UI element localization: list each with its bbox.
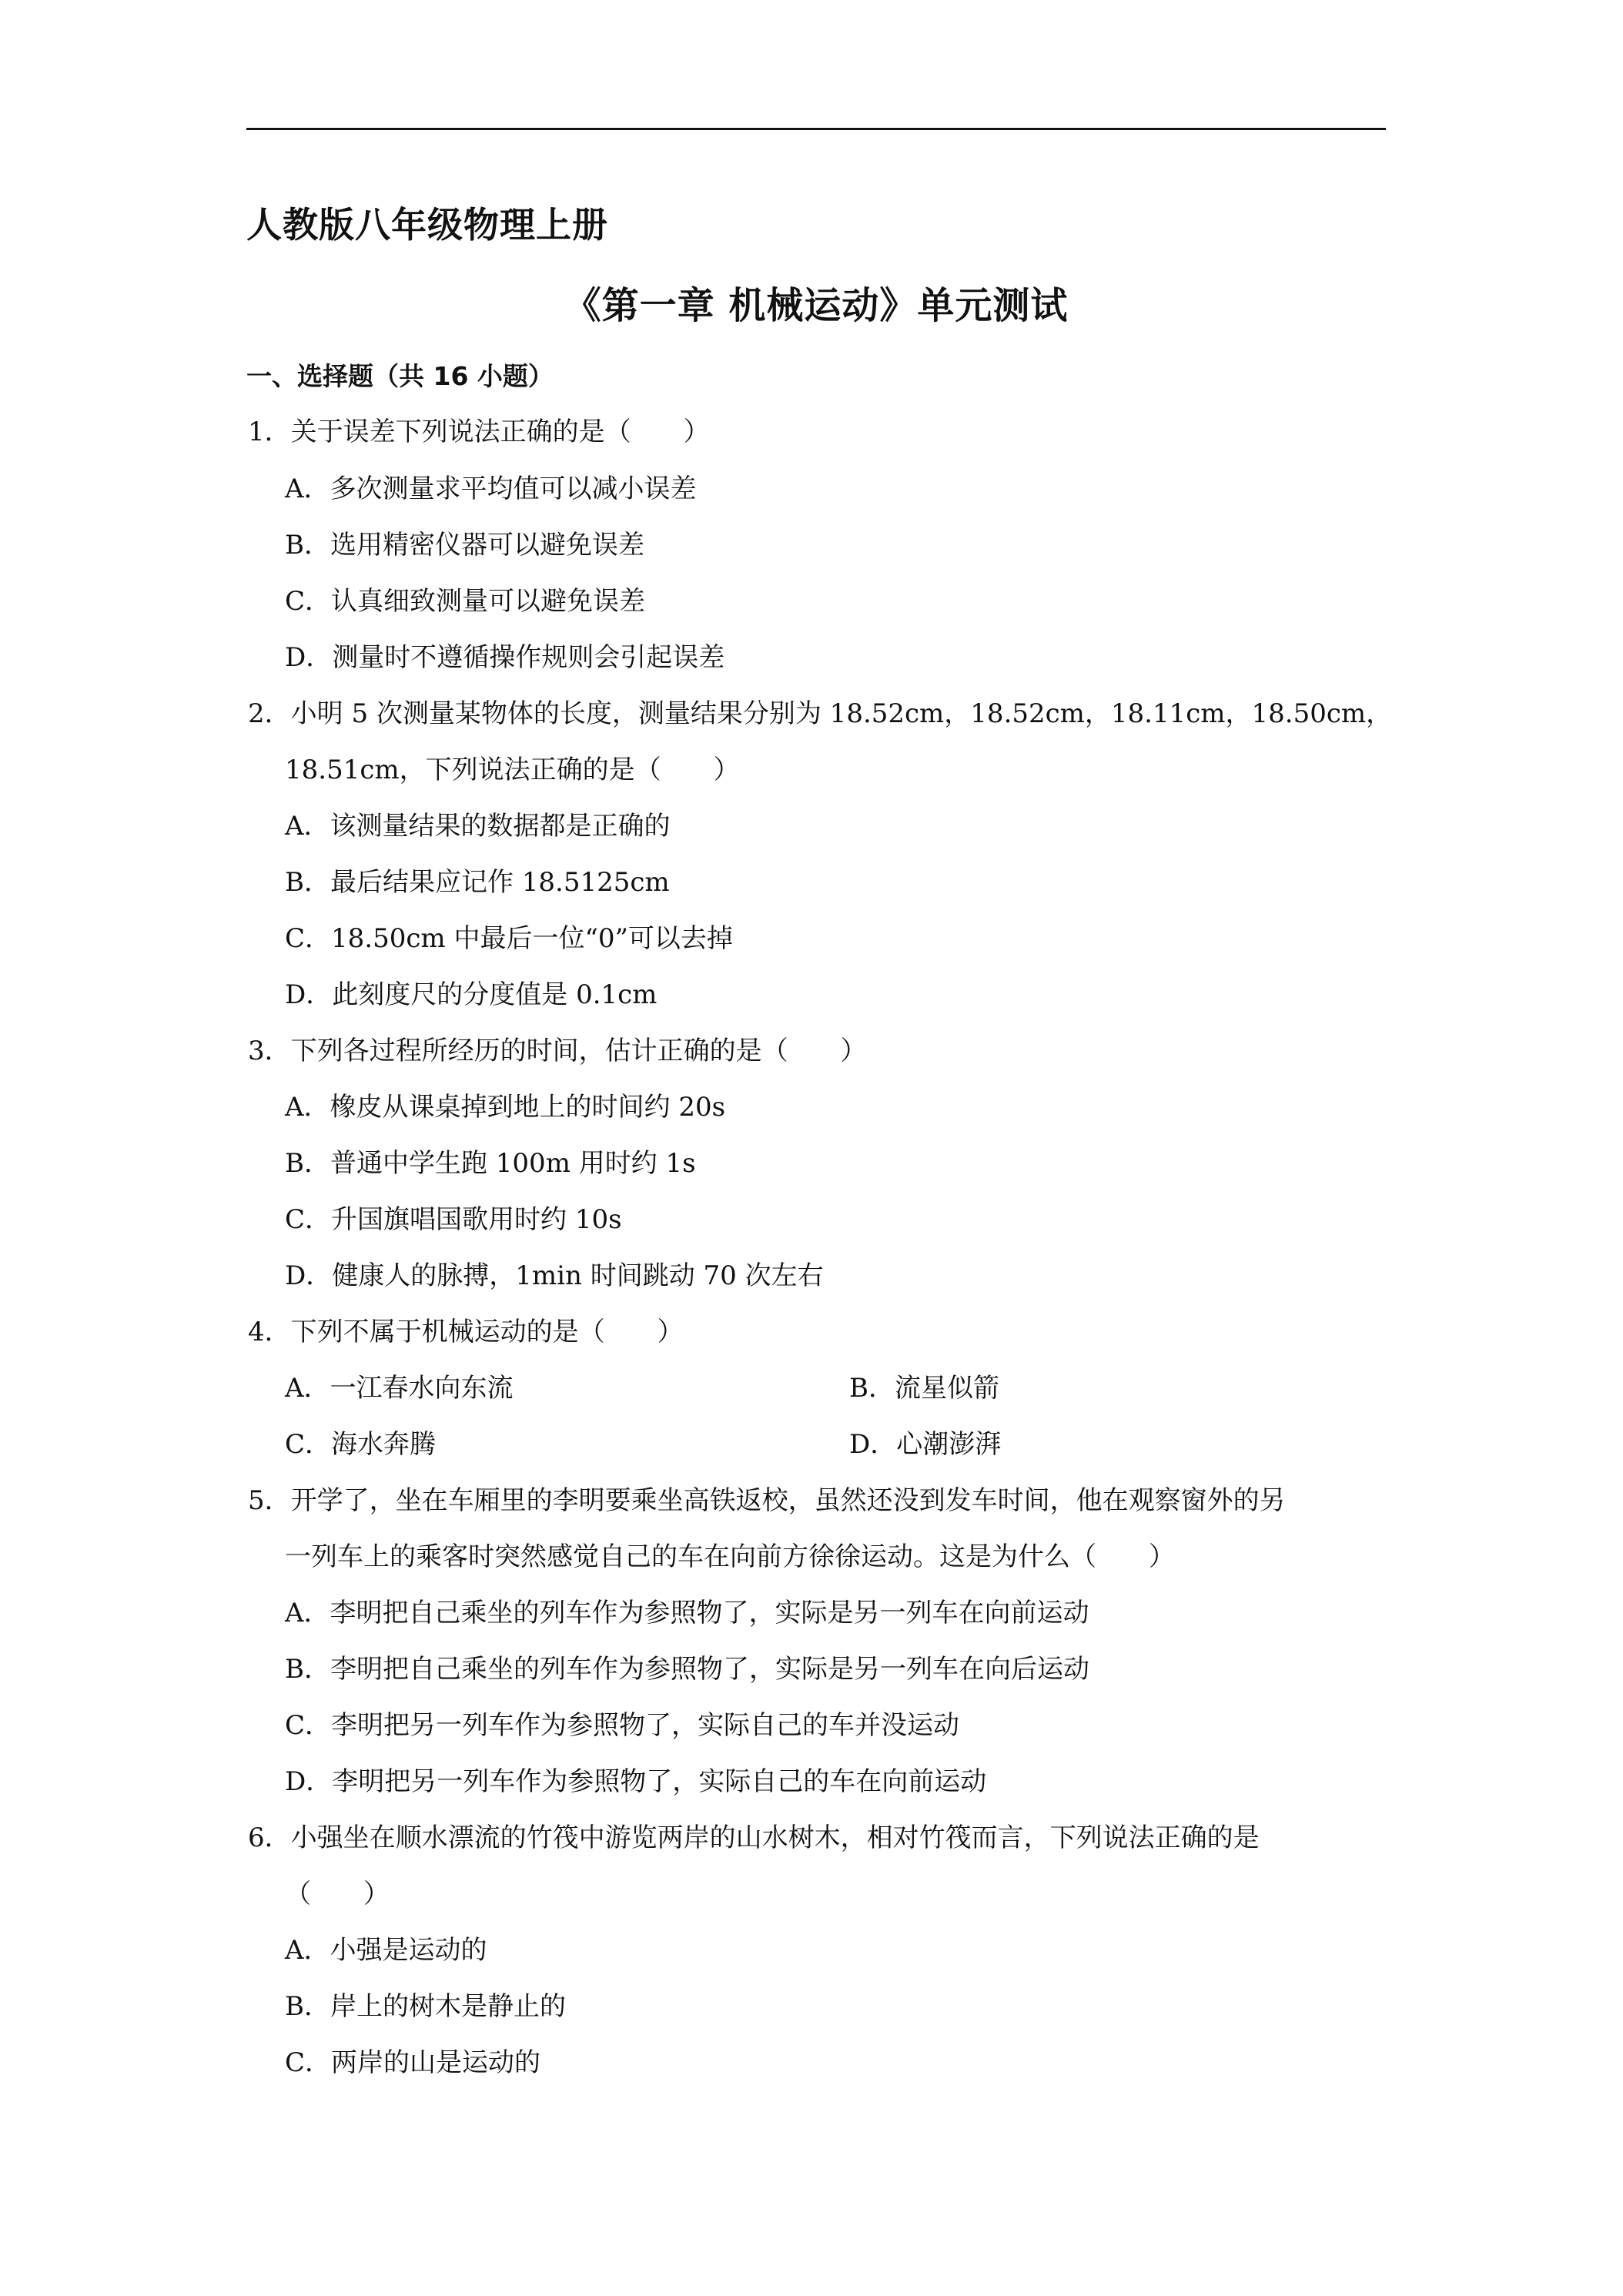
question-1-stem: 1．关于误差下列说法正确的是（ ） <box>248 417 710 447</box>
question-5-option-c: C．李明把另一列车作为参照物了，实际自己的车并没运动 <box>285 1710 960 1741</box>
question-3-option-c: C．升国旗唱国歌用时约 10s <box>285 1204 622 1235</box>
question-4-option-a: A．一江春水向东流 <box>285 1373 514 1404</box>
question-6-option-b: B．岸上的树木是静止的 <box>285 1991 566 2022</box>
question-3-option-d: D．健康人的脉搏，1min 时间跳动 70 次左右 <box>285 1260 824 1291</box>
question-2-stem: 2．小明 5 次测量某物体的长度，测量结果分别为 18.52cm，18.52cm，18.11cm，18.50cm， <box>248 698 1393 729</box>
question-2-option-b: B．最后结果应记作 18.5125cm <box>285 867 670 898</box>
question-1-option-c: C．认真细致测量可以避免误差 <box>285 586 646 617</box>
question-5-option-d: D．李明把另一列车作为参照物了，实际自己的车在向前运动 <box>285 1766 987 1797</box>
question-3-option-a: A．橡皮从课桌掉到地上的时间约 20s <box>285 1092 726 1123</box>
question-2-option-a: A．该测量结果的数据都是正确的 <box>285 811 671 842</box>
question-5-option-b: B．李明把自己乘坐的列车作为参照物了，实际是另一列车在向后运动 <box>285 1654 1089 1685</box>
question-2-option-c: C．18.50cm 中最后一位“0”可以去掉 <box>285 923 733 954</box>
question-5-stem: 5．开学了，坐在车厢里的李明要乘坐高铁返校，虽然还没到发车时间，他在观察窗外的另 <box>248 1485 1286 1516</box>
question-6-stem: 6．小强坐在顺水漂流的竹筏中游览两岸的山水树木，相对竹筏而言，下列说法正确的是 <box>248 1822 1260 1853</box>
question-1-option-b: B．选用精密仪器可以避免误差 <box>285 530 644 561</box>
question-2-stem-continued: 18.51cm，下列说法正确的是（ ） <box>285 755 740 785</box>
question-1-option-a: A．多次测量求平均值可以减小误差 <box>285 474 697 504</box>
document-title: 人教版八年级物理上册 <box>246 204 608 246</box>
question-6-stem-continued: （ ） <box>285 1879 390 1909</box>
question-6-option-c: C．两岸的山是运动的 <box>285 2047 541 2078</box>
document-subtitle: 《第一章 机械运动》单元测试 <box>564 284 1069 327</box>
header-rule <box>246 128 1386 130</box>
question-1-option-d: D．测量时不遵循操作规则会引起误差 <box>285 642 725 673</box>
question-4-option-c: C．海水奔腾 <box>285 1429 437 1460</box>
question-2-option-d: D．此刻度尺的分度值是 0.1cm <box>285 979 658 1010</box>
question-3-option-b: B．普通中学生跑 100m 用时约 1s <box>285 1148 696 1179</box>
question-3-stem: 3．下列各过程所经历的时间，估计正确的是（ ） <box>248 1036 867 1066</box>
question-5-option-a: A．李明把自己乘坐的列车作为参照物了，实际是另一列车在向前运动 <box>285 1598 1089 1628</box>
question-4-option-b: B．流星似箭 <box>849 1373 999 1404</box>
question-4-stem: 4．下列不属于机械运动的是（ ） <box>248 1317 684 1347</box>
question-6-option-a: A．小强是运动的 <box>285 1935 487 1966</box>
question-4-option-d: D．心潮澎湃 <box>849 1429 1002 1460</box>
section-heading: 一、选择题（共 16 小题） <box>246 361 554 391</box>
question-5-stem-continued: 一列车上的乘客时突然感觉自己的车在向前方徐徐运动。这是为什么（ ） <box>285 1541 1175 1572</box>
